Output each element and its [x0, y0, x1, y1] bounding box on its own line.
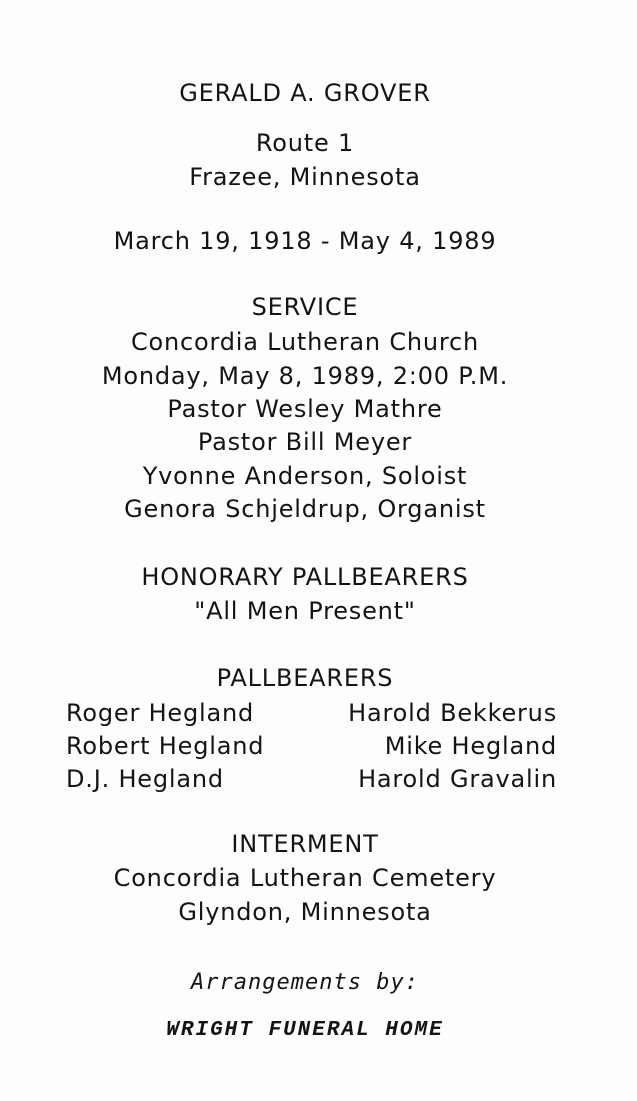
- life-dates: March 19, 1918 - May 4, 1989: [113, 227, 497, 255]
- address-line-1: Route 1: [255, 129, 355, 157]
- pallbearer-right: Mike Hegland: [384, 732, 557, 760]
- funeral-home-name: WRIGHT FUNERAL HOME: [166, 1019, 444, 1042]
- service-pastor-2: Pastor Bill Meyer: [197, 428, 413, 456]
- interment-location: Glyndon, Minnesota: [178, 898, 432, 926]
- pallbearer-left: Robert Hegland: [66, 732, 265, 760]
- pallbearer-left: Roger Hegland: [66, 699, 255, 727]
- pallbearer-right: Harold Bekkerus: [348, 699, 557, 727]
- service-church: Concordia Lutheran Church: [130, 328, 480, 356]
- interment-heading: INTERMENT: [231, 830, 379, 858]
- deceased-name: GERALD A. GROVER: [179, 79, 431, 107]
- pallbearer-right: Harold Gravalin: [358, 765, 557, 793]
- service-pastor-1: Pastor Wesley Mathre: [167, 395, 443, 423]
- arrangements-label: Arrangements by:: [191, 970, 419, 995]
- pallbearers-heading: PALLBEARERS: [216, 664, 394, 692]
- service-datetime: Monday, May 8, 1989, 2:00 P.M.: [101, 362, 509, 390]
- service-heading: SERVICE: [251, 293, 359, 321]
- address-line-2: Frazee, Minnesota: [189, 163, 421, 191]
- service-organist: Genora Schjeldrup, Organist: [124, 495, 486, 523]
- honorary-heading: HONORARY PALLBEARERS: [141, 563, 469, 591]
- honorary-text: "All Men Present": [194, 597, 416, 625]
- pallbearer-left: D.J. Hegland: [66, 765, 224, 793]
- interment-cemetery: Concordia Lutheran Cemetery: [113, 864, 497, 892]
- service-soloist: Yvonne Anderson, Soloist: [142, 462, 468, 490]
